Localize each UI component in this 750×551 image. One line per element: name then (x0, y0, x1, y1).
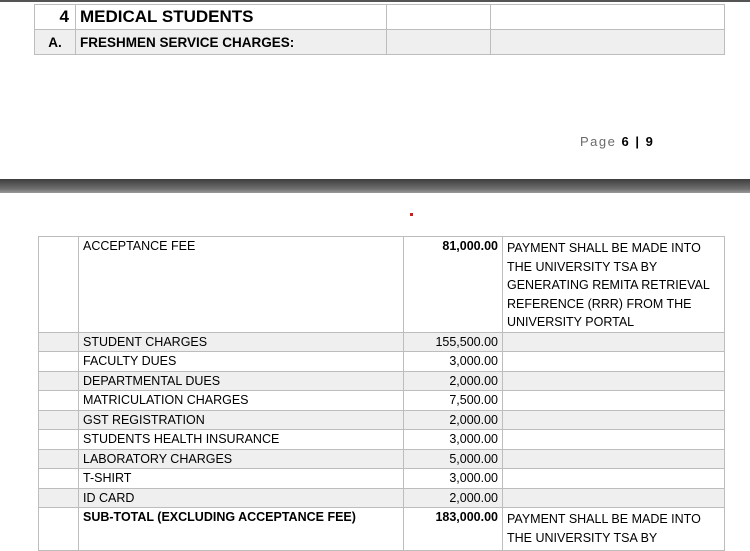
page-separator: | (635, 134, 641, 149)
subsection-row (35, 30, 725, 55)
fee-label: DEPARTMENTAL DUES (79, 371, 404, 391)
table-row (39, 391, 725, 411)
fee-amount: 3,000.00 (404, 469, 503, 489)
table-row (39, 449, 725, 469)
red-dot-mark (410, 213, 413, 216)
fee-label: T-SHIRT (79, 469, 404, 489)
section-header-table (34, 4, 725, 55)
fee-label: GST REGISTRATION (79, 410, 404, 430)
table-row (39, 410, 725, 430)
subtotal-note: PAYMENT SHALL BE MADE INTO THE UNIVERSITY TSA BY (503, 508, 725, 551)
page-gap (0, 179, 750, 193)
fee-label: ID CARD (79, 488, 404, 508)
fee-label: FACULTY DUES (79, 352, 404, 372)
empty-cell (491, 5, 725, 30)
fee-note: PAYMENT SHALL BE MADE INTO THE UNIVERSITY TSA BY GENERATING REMITA RETRIEVAL REFERENCE (RRR) FROM THE UNIVERSITY PORTAL (503, 237, 725, 333)
table-row (39, 371, 725, 391)
fee-amount: 2,000.00 (404, 488, 503, 508)
fee-label: LABORATORY CHARGES (79, 449, 404, 469)
table-row (39, 488, 725, 508)
fee-amount: 155,500.00 (404, 332, 503, 352)
empty-cell (387, 30, 491, 55)
page-label: Page (580, 134, 617, 149)
fee-label: STUDENT CHARGES (79, 332, 404, 352)
acceptance-fee-row (39, 237, 725, 333)
fee-amount: 7,500.00 (404, 391, 503, 411)
fee-amount: 81,000.00 (404, 237, 503, 333)
table-row (39, 332, 725, 352)
subsection-letter: A. (35, 30, 76, 55)
page-current: 6 (621, 134, 631, 149)
subtotal-row (39, 508, 725, 551)
section-number: 4 (35, 5, 76, 30)
document-page-upper (0, 0, 750, 181)
subsection-heading: FRESHMEN SERVICE CHARGES: (76, 30, 387, 55)
page-total: 9 (645, 134, 655, 149)
fee-amount: 3,000.00 (404, 352, 503, 372)
table-row (39, 469, 725, 489)
fee-amount: 5,000.00 (404, 449, 503, 469)
fee-label: MATRICULATION CHARGES (79, 391, 404, 411)
fee-amount: 3,000.00 (404, 430, 503, 450)
section-heading: MEDICAL STUDENTS (76, 5, 387, 30)
table-row (39, 352, 725, 372)
subtotal-label: SUB-TOTAL (EXCLUDING ACCEPTANCE FEE) (79, 508, 404, 551)
fee-label: ACCEPTANCE FEE (79, 237, 404, 333)
fee-amount: 2,000.00 (404, 410, 503, 430)
section-heading-row (35, 5, 725, 30)
fees-table (38, 236, 725, 551)
empty-cell (491, 30, 725, 55)
empty-cell (387, 5, 491, 30)
fee-amount: 2,000.00 (404, 371, 503, 391)
table-row (39, 430, 725, 450)
fee-label: STUDENTS HEALTH INSURANCE (79, 430, 404, 450)
row-index-cell (39, 237, 79, 333)
subtotal-amount: 183,000.00 (404, 508, 503, 551)
page-number (580, 134, 654, 149)
